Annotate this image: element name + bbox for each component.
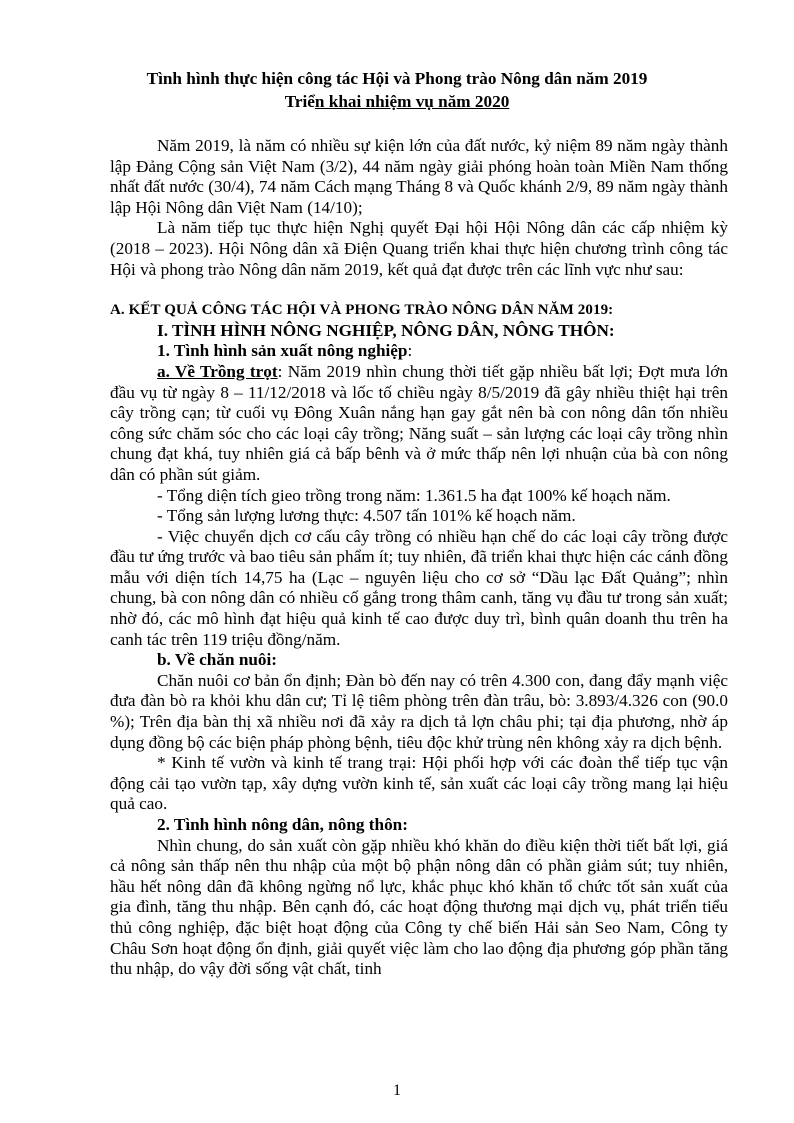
- crop-bullet-area: - Tổng diện tích gieo trồng trong năm: 1.361.5 ha đạt 100% kế hoạch năm.: [157, 485, 671, 505]
- section-i-heading: I. TÌNH HÌNH NÔNG NGHIỆP, NÔNG DÂN, NÔNG THÔN:: [157, 320, 615, 340]
- section-1-heading-colon: :: [407, 341, 413, 361]
- section-a-heading: A. KẾT QUẢ CÔNG TÁC HỘI VÀ PHONG TRÀO NÔNG DÂN NĂM 2019:: [110, 302, 614, 319]
- section-1-heading-text: 1. Tình hình sản xuất nông nghiệp: [157, 341, 408, 361]
- document-body: [110, 136, 728, 980]
- crop-heading: a. Về Trồng trọt: [157, 361, 278, 381]
- title-line-2-underlined: n khai nhiệm vụ năm 2020: [314, 92, 510, 111]
- garden-economy-note: * Kinh tế vườn và kinh tế trang trại: Hội phối hợp với các đoàn thể tiếp tục vận động cải tạo vườn tạp, xây dựng vườn kinh tế, sản xuất các loại cây trồng mang lại hiệu quả cao.: [110, 753, 728, 814]
- intro-paragraph-1: Năm 2019, là năm có nhiều sự kiện lớn của đất nước, kỷ niệm 89 năm ngày thành lập Đảng Cộng sản Việt Nam (3/2), 44 năm ngày giải phóng hoàn toàn Miền Nam thống nhất đất nước (30/4), 74 năm Cách mạng Tháng 8 và Quốc khánh 2/9, 89 năm ngày thành lập Hội Nông dân Việt Nam (14/10);: [110, 136, 728, 217]
- blank-line: [110, 280, 728, 300]
- section-1-heading: [110, 341, 728, 362]
- livestock-paragraph: Chăn nuôi cơ bản ổn định; Đàn bò đến nay có trên 4.300 con, đang đẩy mạnh việc đưa đàn bò ra khỏi khu dân cư; Tỉ lệ tiêm phòng trên đàn trâu, bò: 3.893/4.326 con (90.0 %); Trên địa bàn thị xã nhiều nơi đã xảy ra dịch tả lợn châu phi; tại địa phương, nhờ áp dụng đồng bộ các biện pháp phòng bệnh, tiêu độc khử trùng nên không xảy ra dịch bệnh.: [110, 670, 728, 752]
- crop-paragraph: [110, 362, 728, 486]
- section-2-heading: 2. Tình hình nông dân, nông thôn:: [157, 815, 408, 834]
- crop-bullet-restructuring: - Việc chuyển dịch cơ cấu cây trồng có nhiều hạn chế do các loại cây trồng được đầu tư ứng trước và bao tiêu sản phẩm ít; tuy nhiên, đã triển khai thực hiện các cánh đồng mẫu với diện tích 14,75 ha (Lạc – nguyên liệu cho cơ sở “Dầu lạc Đất Quảng”; nhìn chung, bà con nông dân có nhiều cố gắng trong thâm canh, tăng vụ đầu tư trong sản xuất; nhờ đó, các mô hình đạt hiệu quả kinh tế cao được duy trì, bình quân doanh thu trên ha canh tác trên 119 triệu đồng/năm.: [110, 526, 728, 649]
- livestock-heading: b. Về chăn nuôi:: [157, 650, 278, 670]
- crop-text: : Năm 2019 nhìn chung thời tiết gặp nhiều bất lợi; Đợt mưa lớn đầu vụ từ ngày 8 – 11/12/2018 và lốc tố chiều ngày 8/5/2019 đã gây nhiều thiệt hại trên cây trồng cạn; từ cuối vụ Đông Xuân nắng hạn gay gắt nên bà con nông dân tốn nhiều công sức chăm sóc cho các loại cây trồng; Năng suất – sản lượng các loại cây trồng nhìn chung đạt khá, tuy nhiên giá cả bấp bênh và ở mức thấp nên lợi nhuận của bà con nông dân có phần sút giảm.: [110, 361, 728, 484]
- title-line-2-prefix: Triể: [284, 92, 315, 111]
- section-2-paragraph: Nhìn chung, do sản xuất còn gặp nhiều khó khăn do điều kiện thời tiết bất lợi, giá cả nông sản thấp nên thu nhập của một bộ phận nông dân có phần giảm sút; tuy nhiên, hầu hết nông dân đã không ngừng nổ lực, khắc phục khó khăn tổ chức tốt sản xuất của gia đình, tăng thu nhập. Bên cạnh đó, các hoạt động thương mại dịch vụ, phát triển tiểu thủ công nghiệp, đặc biệt hoạt động của Công ty chế biến Hải sản Seo Nam, Công ty Châu Sơn hoạt động ổn định, giải quyết việc làm cho lao động địa phương góp phần tăng thu nhập, do vậy đời sống vật chất, tinh: [110, 835, 728, 979]
- document-title-line-1: Tình hình thực hiện công tác Hội và Phong trào Nông dân năm 2019: [146, 69, 648, 88]
- page-number: 1: [393, 1082, 401, 1099]
- intro-paragraph-2: Là năm tiếp tục thực hiện Nghị quyết Đại hội Hội Nông dân các cấp nhiệm kỳ (2018 – 2023). Hội Nông dân xã Điện Quang triển khai thực hiện chương trình công tác Hội và phong trào Nông dân năm 2019, kết quả đạt được trên các lĩnh vực như sau:: [110, 218, 728, 279]
- crop-bullet-output: - Tổng sản lượng lương thực: 4.507 tấn 101% kế hoạch năm.: [157, 506, 576, 526]
- document-title-line-2: [0, 92, 794, 113]
